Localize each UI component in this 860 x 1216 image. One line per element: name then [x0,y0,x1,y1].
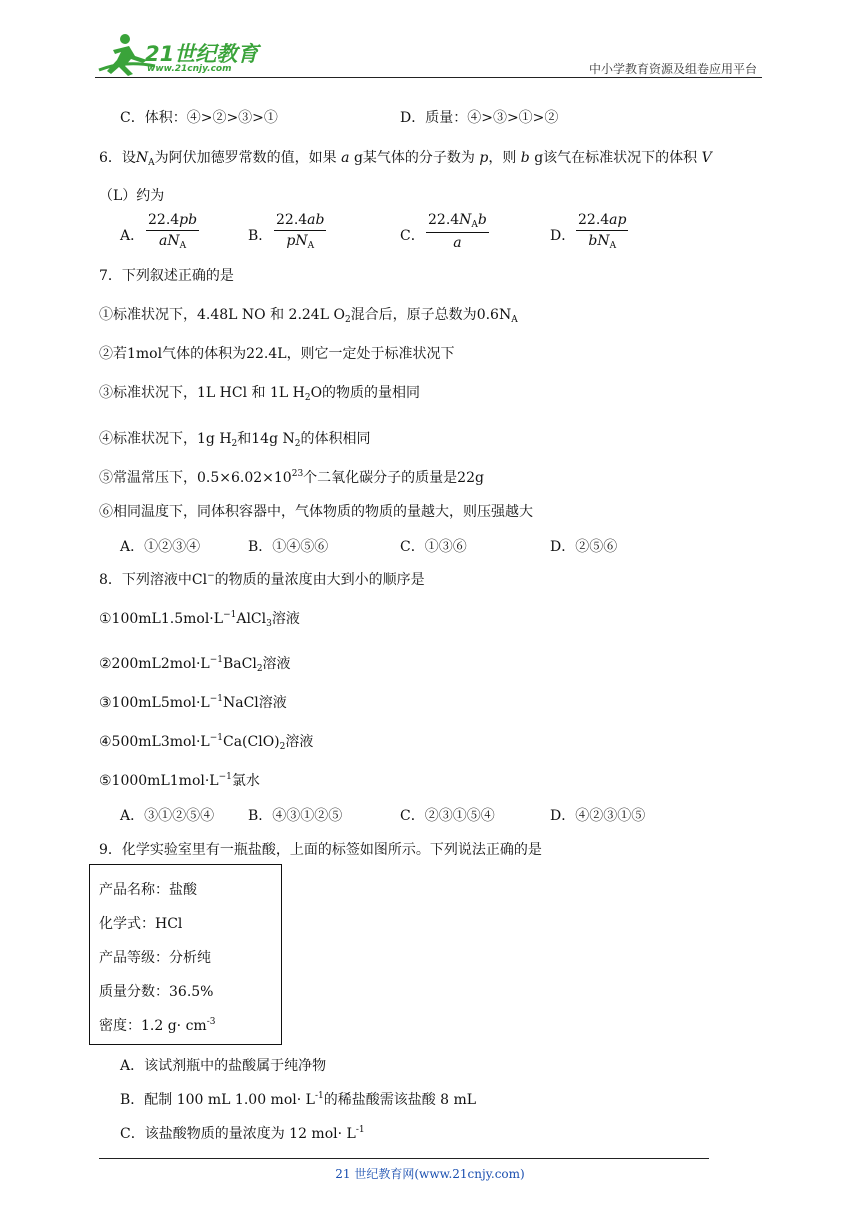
footer-link[interactable]: 21 世纪教育网(www.21cnjy.com) [335,1167,525,1181]
q8-option-c: C．②③①⑤④ [400,808,495,824]
q6-option-d-fraction: 22.4ap $bN_A$ [578,212,627,251]
q8-item-4: $④500mL3mol\cdot L^{-1}Ca(ClO)_2$溶液 [99,733,314,752]
platform-title: 中小学教育资源及组卷应用平台 [588,62,757,76]
q6-option-b-label: B． [248,228,273,244]
q8-option-b: B．④③①②⑤ [248,808,343,824]
q8-item-5: $⑤1000mL1mol\cdot L^{-1}$氯水 [99,772,260,789]
q8-option-a: A．③①②⑤④ [120,808,215,824]
label-mass-fraction: 质量分数：36.5% [99,984,214,1000]
label-grade: 产品等级：分析纯 [99,950,211,966]
q8-item-1: $①100mL1.5mol\cdot L^{-1}AlCl_3$溶液 [99,610,300,629]
q7-option-a: A．①②③④ [120,539,201,555]
label-formula: 化学式：HCl [99,916,183,932]
logo-url: www.21cnjy.com [147,64,232,74]
q9-option-a: A．该试剂瓶中的盐酸属于纯净物 [120,1058,327,1074]
label-density: 密度：1.2 $g\cdot cm^{-3}$ [99,1017,216,1034]
q9-stem: 9．化学实验室里有一瓶盐酸，上面的标签如图所示。下列说法正确的是 [99,842,542,858]
q7-stem: 7．下列叙述正确的是 [99,268,234,284]
q8-item-2: $②200mL2mol\cdot L^{-1}BaCl_2$溶液 [99,655,291,674]
q5-option-c: C．体积：④>②>③>① [120,110,278,126]
q7-statement-6: ⑥相同温度下，同体积容器中，气体物质的物质的量越大，则压强越大 [99,504,533,520]
q7-option-d: D．②⑤⑥ [550,539,618,555]
q7-option-b: B．①④⑤⑥ [248,539,329,555]
footer-divider [99,1158,709,1159]
q8-stem: 8．下列溶液中Cl−的物质的量浓度由大到小的顺序是 [99,571,425,588]
q7-statement-3: ③标准状况下，1L HCl 和 1L $H_2O$的物质的量相同 [99,385,421,403]
q8-item-3: $③100mL5mol\cdot L^{-1}NaCl$溶液 [99,694,287,711]
q9-option-c: C．该盐酸物质的量浓度为 12 $mol\cdot L^{-1}$ [120,1125,365,1142]
q7-statement-2: ②若1mol气体的体积为22.4L，则它一定处于标准状况下 [99,346,455,362]
q6-option-c-fraction: $22.4N_Ab$ a [428,212,487,251]
q6-option-d-label: D． [550,228,576,244]
q6-stem-line2: （L）约为 [99,188,165,204]
q9-option-b: B．配制 100 mL 1.00 $mol\cdot L^{-1}$的稀盐酸需该盐酸 8 mL [120,1091,477,1108]
label-product-name: 产品名称：盐酸 [99,882,197,898]
q7-statement-4: ④标准状况下，1g $H_2$和14g $N_2$的体积相同 [99,431,371,449]
q6-stem: 6．设$N_A$为阿伏加德罗常数的值，如果 a g某气体的分子数为 p，则 b g该气在标准状况下的体积 V [99,150,712,168]
q7-statement-5: ⑤常温常压下，$0.5\times 6.02\times 10^{23}$个二氧化碳分子的质量是22g [99,469,484,486]
site-logo [95,30,270,80]
logo-text: 21世纪教育 [145,42,259,66]
q6-option-a-fraction: 22.4pb $aN_A$ [148,212,198,251]
q6-option-b-fraction: 22.4ab $pN_A$ [276,212,325,251]
q7-option-c: C．①③⑥ [400,539,467,555]
q5-option-d: D．质量：④>③>①>② [400,110,559,126]
header-divider [95,77,762,78]
q6-option-a-label: A． [120,228,145,244]
q8-option-d: D．④②③①⑤ [550,808,646,824]
q6-option-c-label: C． [400,228,425,244]
q7-statement-1: ①标准状况下，4.48L NO 和 2.24L $O_2$混合后，原子总数为$0.6N_A$ [99,307,518,325]
